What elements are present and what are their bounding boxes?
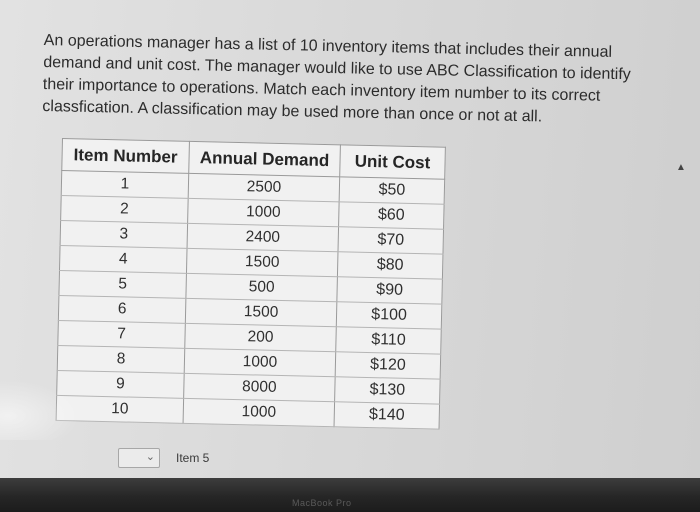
- cell-item-number: 2: [61, 195, 189, 223]
- cell-item-number: 6: [58, 295, 186, 323]
- cell-item-number: 7: [58, 320, 186, 348]
- chevron-down-icon: ⌄: [145, 451, 155, 463]
- cell-annual-demand: 2400: [187, 223, 339, 251]
- header-unit-cost: Unit Cost: [340, 145, 446, 179]
- screen-glare: [0, 380, 80, 440]
- question-line: An operations manager has a list of 10 inventory items that includes their annual: [43, 31, 613, 61]
- inventory-table: [56, 138, 446, 430]
- cell-annual-demand: 1000: [184, 348, 336, 376]
- cell-annual-demand: 1500: [185, 298, 337, 326]
- cell-unit-cost: $50: [339, 177, 445, 204]
- cell-annual-demand: 1500: [186, 248, 338, 276]
- cell-unit-cost: $60: [339, 202, 445, 229]
- cell-item-number: 4: [59, 245, 187, 273]
- answer-row: [118, 448, 209, 468]
- cell-item-number: 10: [56, 395, 184, 423]
- cell-unit-cost: $90: [337, 277, 443, 304]
- bezel-brand: MacBook Pro: [292, 498, 352, 508]
- cell-unit-cost: $120: [335, 352, 441, 379]
- cell-unit-cost: $70: [338, 227, 444, 254]
- cell-annual-demand: 2500: [188, 173, 340, 201]
- cell-item-number: 5: [59, 270, 187, 298]
- header-annual-demand: Annual Demand: [189, 141, 341, 176]
- cell-unit-cost: $110: [336, 327, 442, 354]
- cell-annual-demand: 8000: [184, 373, 336, 401]
- question-text: [42, 30, 654, 131]
- header-item-number: Item Number: [62, 139, 190, 174]
- laptop-bezel: [0, 478, 700, 512]
- cell-annual-demand: 1000: [183, 398, 335, 426]
- arrow-cursor-icon: ▲: [676, 162, 686, 173]
- cell-item-number: 3: [60, 220, 188, 248]
- question-line: classfication. A classification may be used more than once or not at all.: [42, 97, 543, 126]
- cell-unit-cost: $80: [337, 252, 443, 279]
- cell-annual-demand: 1000: [188, 198, 340, 226]
- question-line: demand and unit cost. The manager would like to use ABC Classification to identify: [43, 53, 631, 84]
- cell-unit-cost: $100: [336, 302, 442, 329]
- cell-annual-demand: 200: [185, 323, 337, 351]
- cell-item-number: 8: [57, 345, 185, 373]
- cell-item-number: 9: [57, 370, 185, 398]
- cell-unit-cost: $130: [335, 377, 441, 404]
- cell-item-number: 1: [61, 171, 189, 199]
- cell-annual-demand: 500: [186, 273, 338, 301]
- question-line: their importance to operations. Match each inventory item number to its correct: [42, 75, 601, 105]
- item-label: Item 5: [176, 451, 210, 465]
- cell-unit-cost: $140: [334, 402, 440, 429]
- classification-select[interactable]: [118, 448, 160, 468]
